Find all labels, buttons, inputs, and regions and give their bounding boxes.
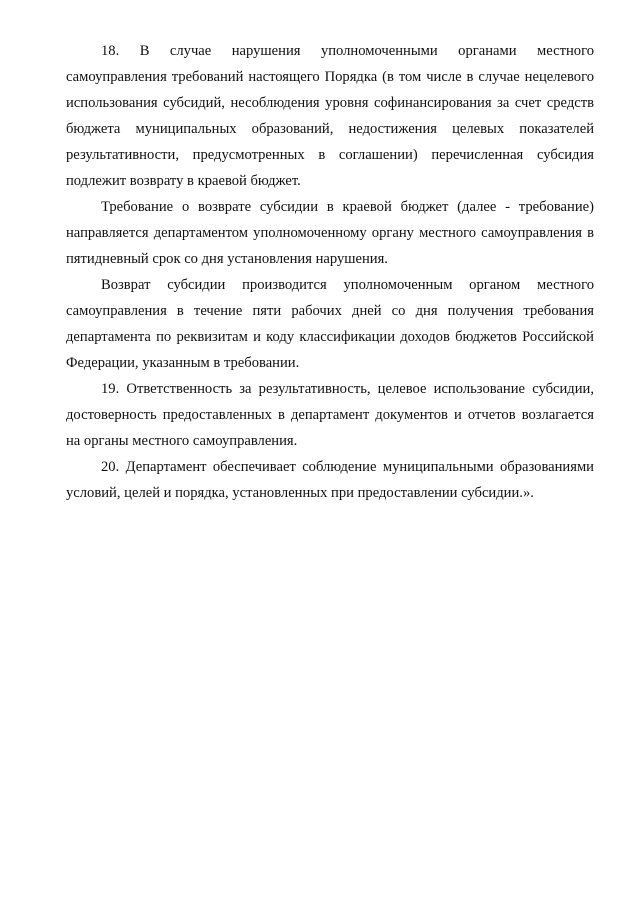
paragraph-20-compliance: 20. Департамент обеспечивает соблюдение муниципальными образованиями условий, целей и порядка, установленных при предоставлении субсидии.». — [66, 459, 594, 501]
document-body — [66, 38, 594, 506]
paragraph-return-procedure: Возврат субсидии производится уполномоченным органом местного самоуправления в течение пяти рабочих дней со дня получения требования департамента по реквизитам и коду классификации доходов бюджетов Российской Федерации, указанным в требовании. — [66, 277, 594, 371]
paragraph-19-responsibility: 19. Ответственность за результативность, целевое использование субсидии, достоверность предоставленных в департамент документов и отчетов возлагается на органы местного самоуправления. — [66, 381, 594, 449]
paragraph-return-requirement: Требование о возврате субсидии в краевой бюджет (далее - требование) направляется департаментом уполномоченному органу местного самоуправления в пятидневный срок со дня установления нарушения. — [66, 199, 594, 267]
paragraph-18-violation-return: 18. В случае нарушения уполномоченными органами местного самоуправления требований настоящего Порядка (в том числе в случае нецелевого использования субсидий, несоблюдения уровня софинансирования за счет средств бюджета муниципальных образований, недостижения целевых показателей результативности, предусмотренных в соглашении) перечисленная субсидия подлежит возврату в краевой бюджет. — [66, 43, 594, 189]
